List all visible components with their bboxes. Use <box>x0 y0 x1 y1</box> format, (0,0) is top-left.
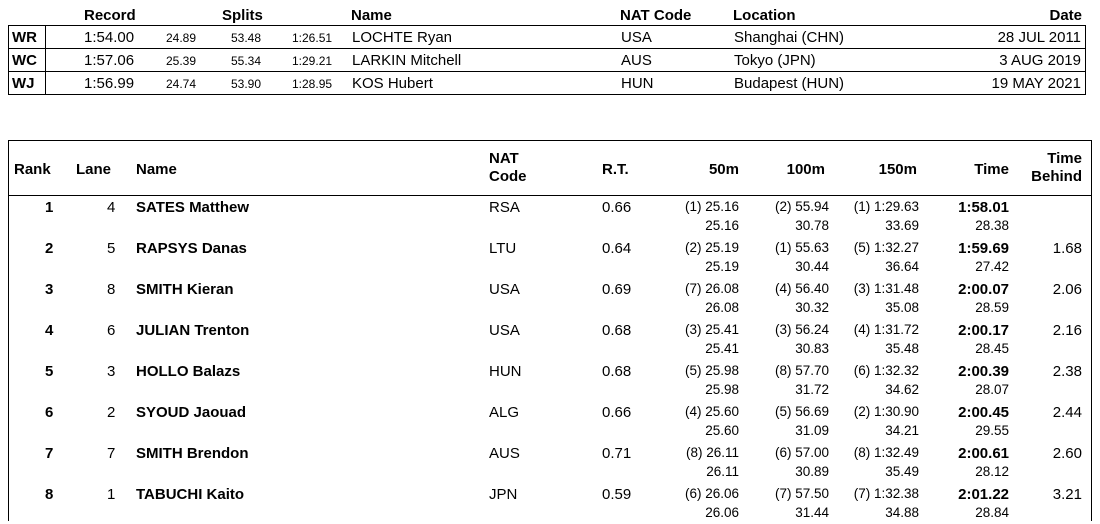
result-name: SATES Matthew <box>136 199 250 216</box>
result-reaction-time: 0.66 <box>602 199 632 216</box>
record-time: 1:57.06 <box>84 52 135 69</box>
result-nat: HUN <box>489 363 522 380</box>
result-lap-100m: 30.44 <box>795 259 829 274</box>
result-split-50m: (5) 25.98 <box>684 363 739 378</box>
result-split-150m: (3) 1:31.48 <box>853 281 919 296</box>
header-rank: Rank <box>14 161 51 178</box>
header-record: Record <box>84 7 136 24</box>
results-header <box>9 141 1091 196</box>
result-split-100m: (6) 57.00 <box>774 445 829 460</box>
result-split-50m: (7) 26.08 <box>684 281 739 296</box>
header-splits: Splits <box>222 7 263 24</box>
result-reaction-time: 0.71 <box>602 445 632 462</box>
result-reaction-time: 0.69 <box>602 281 632 298</box>
result-time-behind: 2.06 <box>1052 281 1082 298</box>
header-nat-line2: Code <box>489 168 527 185</box>
records-table <box>8 5 1086 95</box>
result-name: HOLLO Balazs <box>136 363 241 380</box>
result-nat: RSA <box>489 199 520 216</box>
result-row <box>9 360 1091 401</box>
result-lap-100m: 31.72 <box>795 382 829 397</box>
record-row <box>9 26 1085 48</box>
result-lap-final: 28.38 <box>975 218 1009 233</box>
record-name: KOS Hubert <box>352 75 433 92</box>
record-split: 55.34 <box>231 54 262 68</box>
record-split: 1:28.95 <box>292 77 333 91</box>
records-body <box>8 26 1086 95</box>
record-date: 28 JUL 2011 <box>997 29 1081 46</box>
header-name: Name <box>136 161 177 178</box>
result-lap-50m: 26.06 <box>705 505 739 520</box>
result-lap-150m: 36.64 <box>885 259 919 274</box>
header-name: Name <box>351 7 392 24</box>
record-location: Shanghai (CHN) <box>734 29 845 46</box>
record-date: 19 MAY 2021 <box>991 75 1081 92</box>
record-code: WC <box>12 52 37 69</box>
result-rank: 3 <box>45 281 54 298</box>
result-time-behind: 2.16 <box>1052 322 1082 339</box>
result-split-50m: (6) 26.06 <box>684 486 739 501</box>
result-split-100m: (3) 56.24 <box>774 322 829 337</box>
result-reaction-time: 0.68 <box>602 363 632 380</box>
result-name: RAPSYS Danas <box>136 240 247 257</box>
record-split: 53.90 <box>231 77 262 91</box>
result-lap-150m: 34.62 <box>885 382 919 397</box>
result-lap-100m: 31.09 <box>795 423 829 438</box>
result-lap-150m: 33.69 <box>885 218 919 233</box>
result-split-50m: (8) 26.11 <box>685 445 739 460</box>
result-split-150m: (1) 1:29.63 <box>853 199 919 214</box>
header-50m: 50m <box>708 161 739 178</box>
result-rank: 7 <box>45 445 54 462</box>
results-body <box>9 196 1091 524</box>
header-nat-code: NAT Code <box>620 7 692 24</box>
result-time-behind: 2.60 <box>1052 445 1082 462</box>
header-rt: R.T. <box>602 161 629 178</box>
result-lane: 7 <box>107 445 116 462</box>
result-lap-150m: 35.08 <box>885 300 919 315</box>
result-split-150m: (7) 1:32.38 <box>853 486 919 501</box>
result-name: SYOUD Jaouad <box>136 404 247 421</box>
records-header <box>8 5 1086 26</box>
result-final-time: 2:00.07 <box>958 281 1009 298</box>
result-row <box>9 237 1091 278</box>
result-lap-100m: 30.83 <box>795 341 829 356</box>
record-split: 1:26.51 <box>292 31 333 45</box>
result-time-behind: 1.68 <box>1052 240 1082 257</box>
result-final-time: 2:00.17 <box>958 322 1009 339</box>
result-split-100m: (2) 55.94 <box>774 199 829 214</box>
result-lap-50m: 25.19 <box>705 259 739 274</box>
record-time: 1:54.00 <box>84 29 135 46</box>
result-lap-final: 28.84 <box>975 505 1009 520</box>
result-lap-final: 28.07 <box>975 382 1009 397</box>
header-location: Location <box>733 7 796 24</box>
result-nat: ALG <box>489 404 520 421</box>
result-lap-50m: 25.16 <box>705 218 739 233</box>
result-lap-50m: 26.11 <box>706 464 739 479</box>
header-behind-line1: Time <box>1047 150 1082 167</box>
result-lane: 2 <box>107 404 116 421</box>
result-split-50m: (4) 25.60 <box>684 404 739 419</box>
result-rank: 8 <box>45 486 54 503</box>
result-lap-50m: 26.08 <box>705 300 739 315</box>
result-split-100m: (7) 57.50 <box>774 486 829 501</box>
result-split-150m: (8) 1:32.49 <box>853 445 919 460</box>
result-lap-50m: 25.98 <box>705 382 739 397</box>
result-nat: AUS <box>489 445 520 462</box>
result-row <box>9 278 1091 319</box>
result-lap-final: 27.42 <box>975 259 1009 274</box>
result-split-50m: (1) 25.16 <box>684 199 739 214</box>
result-reaction-time: 0.66 <box>602 404 632 421</box>
result-lane: 4 <box>107 199 116 216</box>
record-name: LOCHTE Ryan <box>352 29 453 46</box>
result-nat: USA <box>489 281 520 298</box>
record-code: WR <box>12 29 37 46</box>
record-location: Tokyo (JPN) <box>734 52 816 69</box>
result-final-time: 2:00.61 <box>958 445 1009 462</box>
result-row <box>9 483 1091 524</box>
record-split: 1:29.21 <box>292 54 333 68</box>
result-row <box>9 442 1091 483</box>
result-split-100m: (8) 57.70 <box>774 363 829 378</box>
result-lap-100m: 30.32 <box>795 300 829 315</box>
result-lane: 8 <box>107 281 116 298</box>
record-name: LARKIN Mitchell <box>352 52 462 69</box>
header-150m: 150m <box>878 161 917 178</box>
result-lap-100m: 30.89 <box>795 464 829 479</box>
results-table <box>8 140 1092 521</box>
result-lap-150m: 35.49 <box>885 464 919 479</box>
record-nat: HUN <box>621 75 654 92</box>
record-location: Budapest (HUN) <box>734 75 845 92</box>
record-row <box>9 48 1085 71</box>
result-final-time: 1:58.01 <box>958 199 1009 216</box>
result-final-time: 2:01.22 <box>958 486 1009 503</box>
result-nat: USA <box>489 322 520 339</box>
record-row <box>9 71 1085 94</box>
result-nat: JPN <box>489 486 518 503</box>
result-split-150m: (2) 1:30.90 <box>853 404 919 419</box>
result-split-150m: (4) 1:31.72 <box>853 322 919 337</box>
result-lap-final: 28.45 <box>975 341 1009 356</box>
result-lap-150m: 35.48 <box>885 341 919 356</box>
header-lane: Lane <box>76 161 112 178</box>
result-row <box>9 196 1091 237</box>
result-lap-150m: 34.88 <box>885 505 919 520</box>
result-reaction-time: 0.64 <box>602 240 632 257</box>
result-name: TABUCHI Kaito <box>136 486 245 503</box>
header-nat-line1: NAT <box>489 150 519 167</box>
result-lap-100m: 31.44 <box>795 505 829 520</box>
result-lap-150m: 34.21 <box>885 423 919 438</box>
result-split-100m: (4) 56.40 <box>774 281 829 296</box>
result-rank: 6 <box>45 404 54 421</box>
result-final-time: 1:59.69 <box>958 240 1009 257</box>
header-date: Date <box>1049 7 1082 24</box>
result-lap-100m: 30.78 <box>795 218 829 233</box>
result-rank: 4 <box>45 322 54 339</box>
result-rank: 1 <box>45 199 54 216</box>
result-name: JULIAN Trenton <box>136 322 250 339</box>
result-lane: 1 <box>107 486 116 503</box>
header-behind-line2: Behind <box>1031 168 1082 185</box>
header-time: Time <box>974 161 1009 178</box>
result-time-behind: 3.21 <box>1052 486 1082 503</box>
result-lap-final: 28.12 <box>975 464 1009 479</box>
result-split-150m: (6) 1:32.32 <box>853 363 919 378</box>
record-time: 1:56.99 <box>84 75 135 92</box>
result-name: SMITH Kieran <box>136 281 234 298</box>
result-split-100m: (5) 56.69 <box>774 404 829 419</box>
header-100m: 100m <box>786 161 825 178</box>
result-reaction-time: 0.68 <box>602 322 632 339</box>
result-lap-50m: 25.41 <box>705 341 739 356</box>
result-split-50m: (2) 25.19 <box>684 240 739 255</box>
result-lane: 3 <box>107 363 116 380</box>
record-code: WJ <box>12 75 35 92</box>
result-time-behind: 2.38 <box>1052 363 1082 380</box>
result-time-behind: 2.44 <box>1052 404 1082 421</box>
result-final-time: 2:00.45 <box>958 404 1009 421</box>
result-reaction-time: 0.59 <box>602 486 632 503</box>
record-split: 24.89 <box>166 31 197 45</box>
result-final-time: 2:00.39 <box>958 363 1009 380</box>
result-lane: 5 <box>107 240 116 257</box>
result-lane: 6 <box>107 322 116 339</box>
result-name: SMITH Brendon <box>136 445 249 462</box>
record-nat: USA <box>621 29 652 46</box>
record-split: 24.74 <box>166 77 197 91</box>
record-date: 3 AUG 2019 <box>999 52 1081 69</box>
result-split-50m: (3) 25.41 <box>684 322 739 337</box>
record-nat: AUS <box>621 52 652 69</box>
result-lap-50m: 25.60 <box>705 423 739 438</box>
result-rank: 5 <box>45 363 54 380</box>
record-split: 53.48 <box>231 31 262 45</box>
result-row <box>9 401 1091 442</box>
result-rank: 2 <box>45 240 54 257</box>
record-split: 25.39 <box>166 54 197 68</box>
result-lap-final: 29.55 <box>975 423 1009 438</box>
result-split-150m: (5) 1:32.27 <box>853 240 919 255</box>
result-split-100m: (1) 55.63 <box>774 240 829 255</box>
result-nat: LTU <box>489 240 517 257</box>
result-lap-final: 28.59 <box>975 300 1009 315</box>
result-row <box>9 319 1091 360</box>
